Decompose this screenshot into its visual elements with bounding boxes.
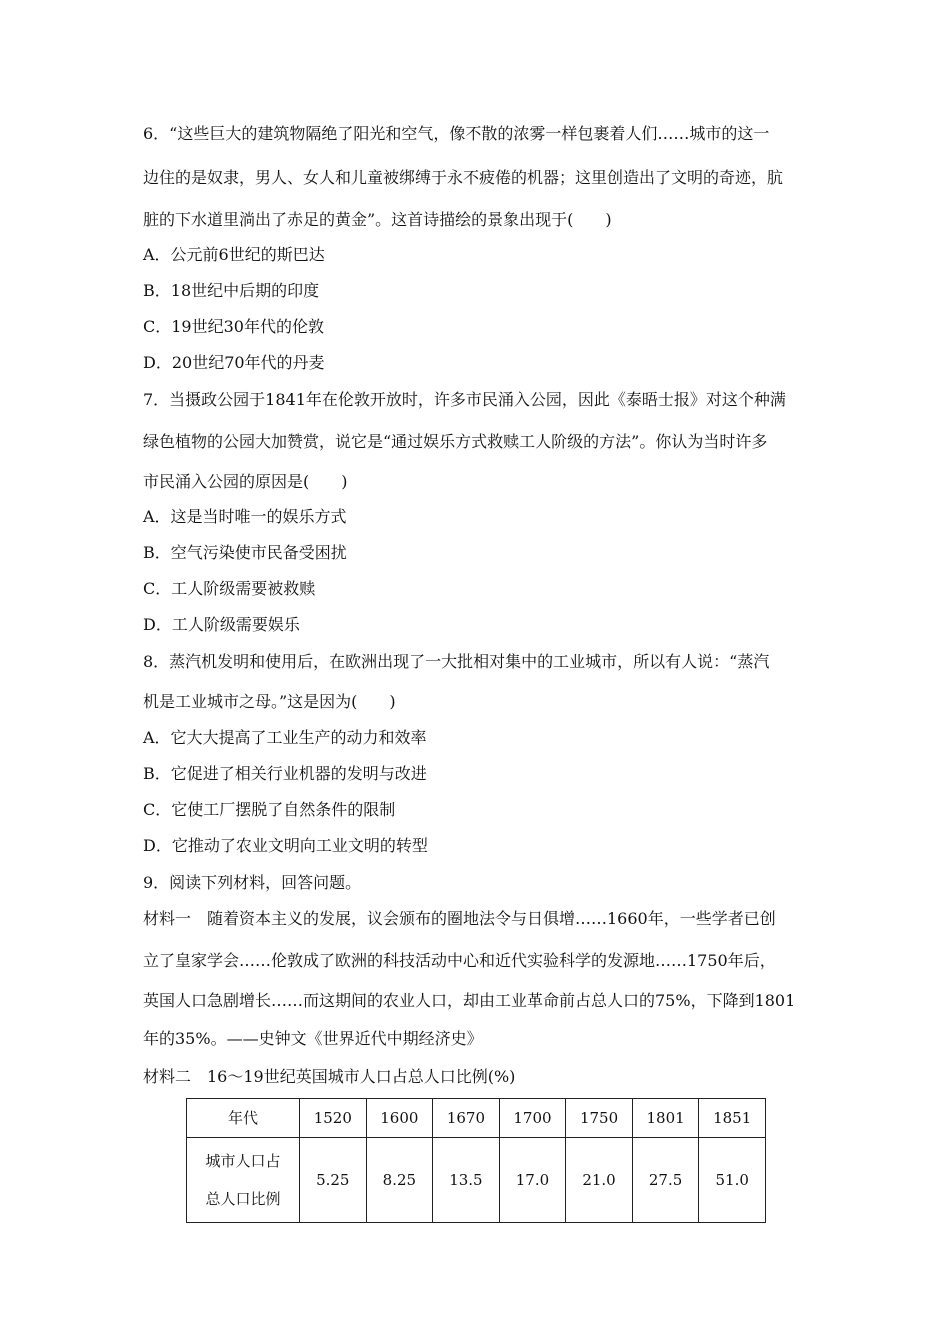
q6-option-d: D．20世纪70年代的丹麦	[143, 353, 325, 372]
q8-option-c: C．它使工厂摆脱了自然条件的限制	[143, 800, 396, 819]
q7-option-a: A．这是当时唯一的娱乐方式	[143, 507, 347, 526]
value-cell: 21.0	[566, 1138, 633, 1223]
table-row-label-line-1: 城市人口占	[205, 1152, 281, 1170]
q6-option-a: A．公元前6世纪的斯巴达	[143, 245, 325, 264]
year-cell: 1801	[632, 1099, 699, 1138]
value-cell: 17.0	[499, 1138, 566, 1223]
q7-stem-line-2: 绿色植物的公园大加赞赏，说它是“通过娱乐方式救赎工人阶级的方法”。你认为当时许多	[143, 432, 768, 451]
q8-option-d: D．它推动了农业文明向工业文明的转型	[143, 836, 428, 855]
q7-stem-line-3: 市民涌入公园的原因是( )	[143, 472, 348, 491]
q8-stem-line-2: 机是工业城市之母。”这是因为( )	[143, 692, 396, 711]
q7-option-d: D．工人阶级需要娱乐	[143, 615, 300, 634]
table-header-label: 年代	[187, 1099, 300, 1138]
urban-population-table	[186, 1098, 766, 1223]
q7-option-b: B．空气污染使市民备受困扰	[143, 543, 347, 562]
q6-stem-line-1: 6．“这些巨大的建筑物隔绝了阳光和空气，像不散的浓雾一样包裹着人们……城市的这一	[143, 124, 770, 143]
value-cell: 8.25	[366, 1138, 433, 1223]
q7-option-c: C．工人阶级需要被救赎	[143, 579, 316, 598]
q9-stem: 9．阅读下列材料，回答问题。	[143, 873, 362, 892]
material-1-line-3: 英国人口急剧增长……而这期间的农业人口，却由工业革命前占总人口的75%，下降到1801	[143, 991, 796, 1010]
q6-stem-line-3: 脏的下水道里淌出了赤足的黄金”。这首诗描绘的景象出现于( )	[143, 210, 612, 229]
value-cell: 51.0	[699, 1138, 766, 1223]
q6-option-c: C．19世纪30年代的伦敦	[143, 317, 324, 336]
q8-option-a: A．它大大提高了工业生产的动力和效率	[143, 728, 427, 747]
material-1-line-2: 立了皇家学会……伦敦成了欧洲的科技活动中心和近代实验科学的发源地……1750年后，	[143, 951, 776, 970]
q8-stem-line-1: 8．蒸汽机发明和使用后，在欧洲出现了一大批相对集中的工业城市，所以有人说：“蒸汽	[143, 652, 770, 671]
table-row-label	[187, 1138, 300, 1223]
q6-stem-line-2: 边住的是奴隶，男人、女人和儿童被绑缚于永不疲倦的机器；这里创造出了文明的奇迹，肮	[143, 168, 784, 187]
material-1-line-4: 年的35%。——史钟文《世界近代中期经济史》	[143, 1029, 483, 1048]
value-cell: 27.5	[632, 1138, 699, 1223]
year-cell: 1670	[433, 1099, 500, 1138]
year-cell: 1700	[499, 1099, 566, 1138]
table-header-row	[187, 1099, 766, 1138]
q8-option-b: B．它促进了相关行业机器的发明与改进	[143, 764, 427, 783]
table-row-label-line-2: 总人口比例	[205, 1190, 281, 1208]
year-cell: 1600	[366, 1099, 433, 1138]
value-cell: 5.25	[300, 1138, 367, 1223]
year-cell: 1520	[300, 1099, 367, 1138]
value-cell: 13.5	[433, 1138, 500, 1223]
q7-stem-line-1: 7．当摄政公园于1841年在伦敦开放时，许多市民涌入公园，因此《泰晤士报》对这个种满	[143, 390, 786, 409]
material-1-line-1: 材料一 随着资本主义的发展，议会颁布的圈地法令与日俱增……1660年，一些学者已创	[143, 909, 776, 928]
table-value-row	[187, 1138, 766, 1223]
q6-option-b: B．18世纪中后期的印度	[143, 281, 320, 300]
year-cell: 1750	[566, 1099, 633, 1138]
year-cell: 1851	[699, 1099, 766, 1138]
material-2-title: 材料二 16～19世纪英国城市人口占总人口比例(%)	[143, 1067, 516, 1086]
